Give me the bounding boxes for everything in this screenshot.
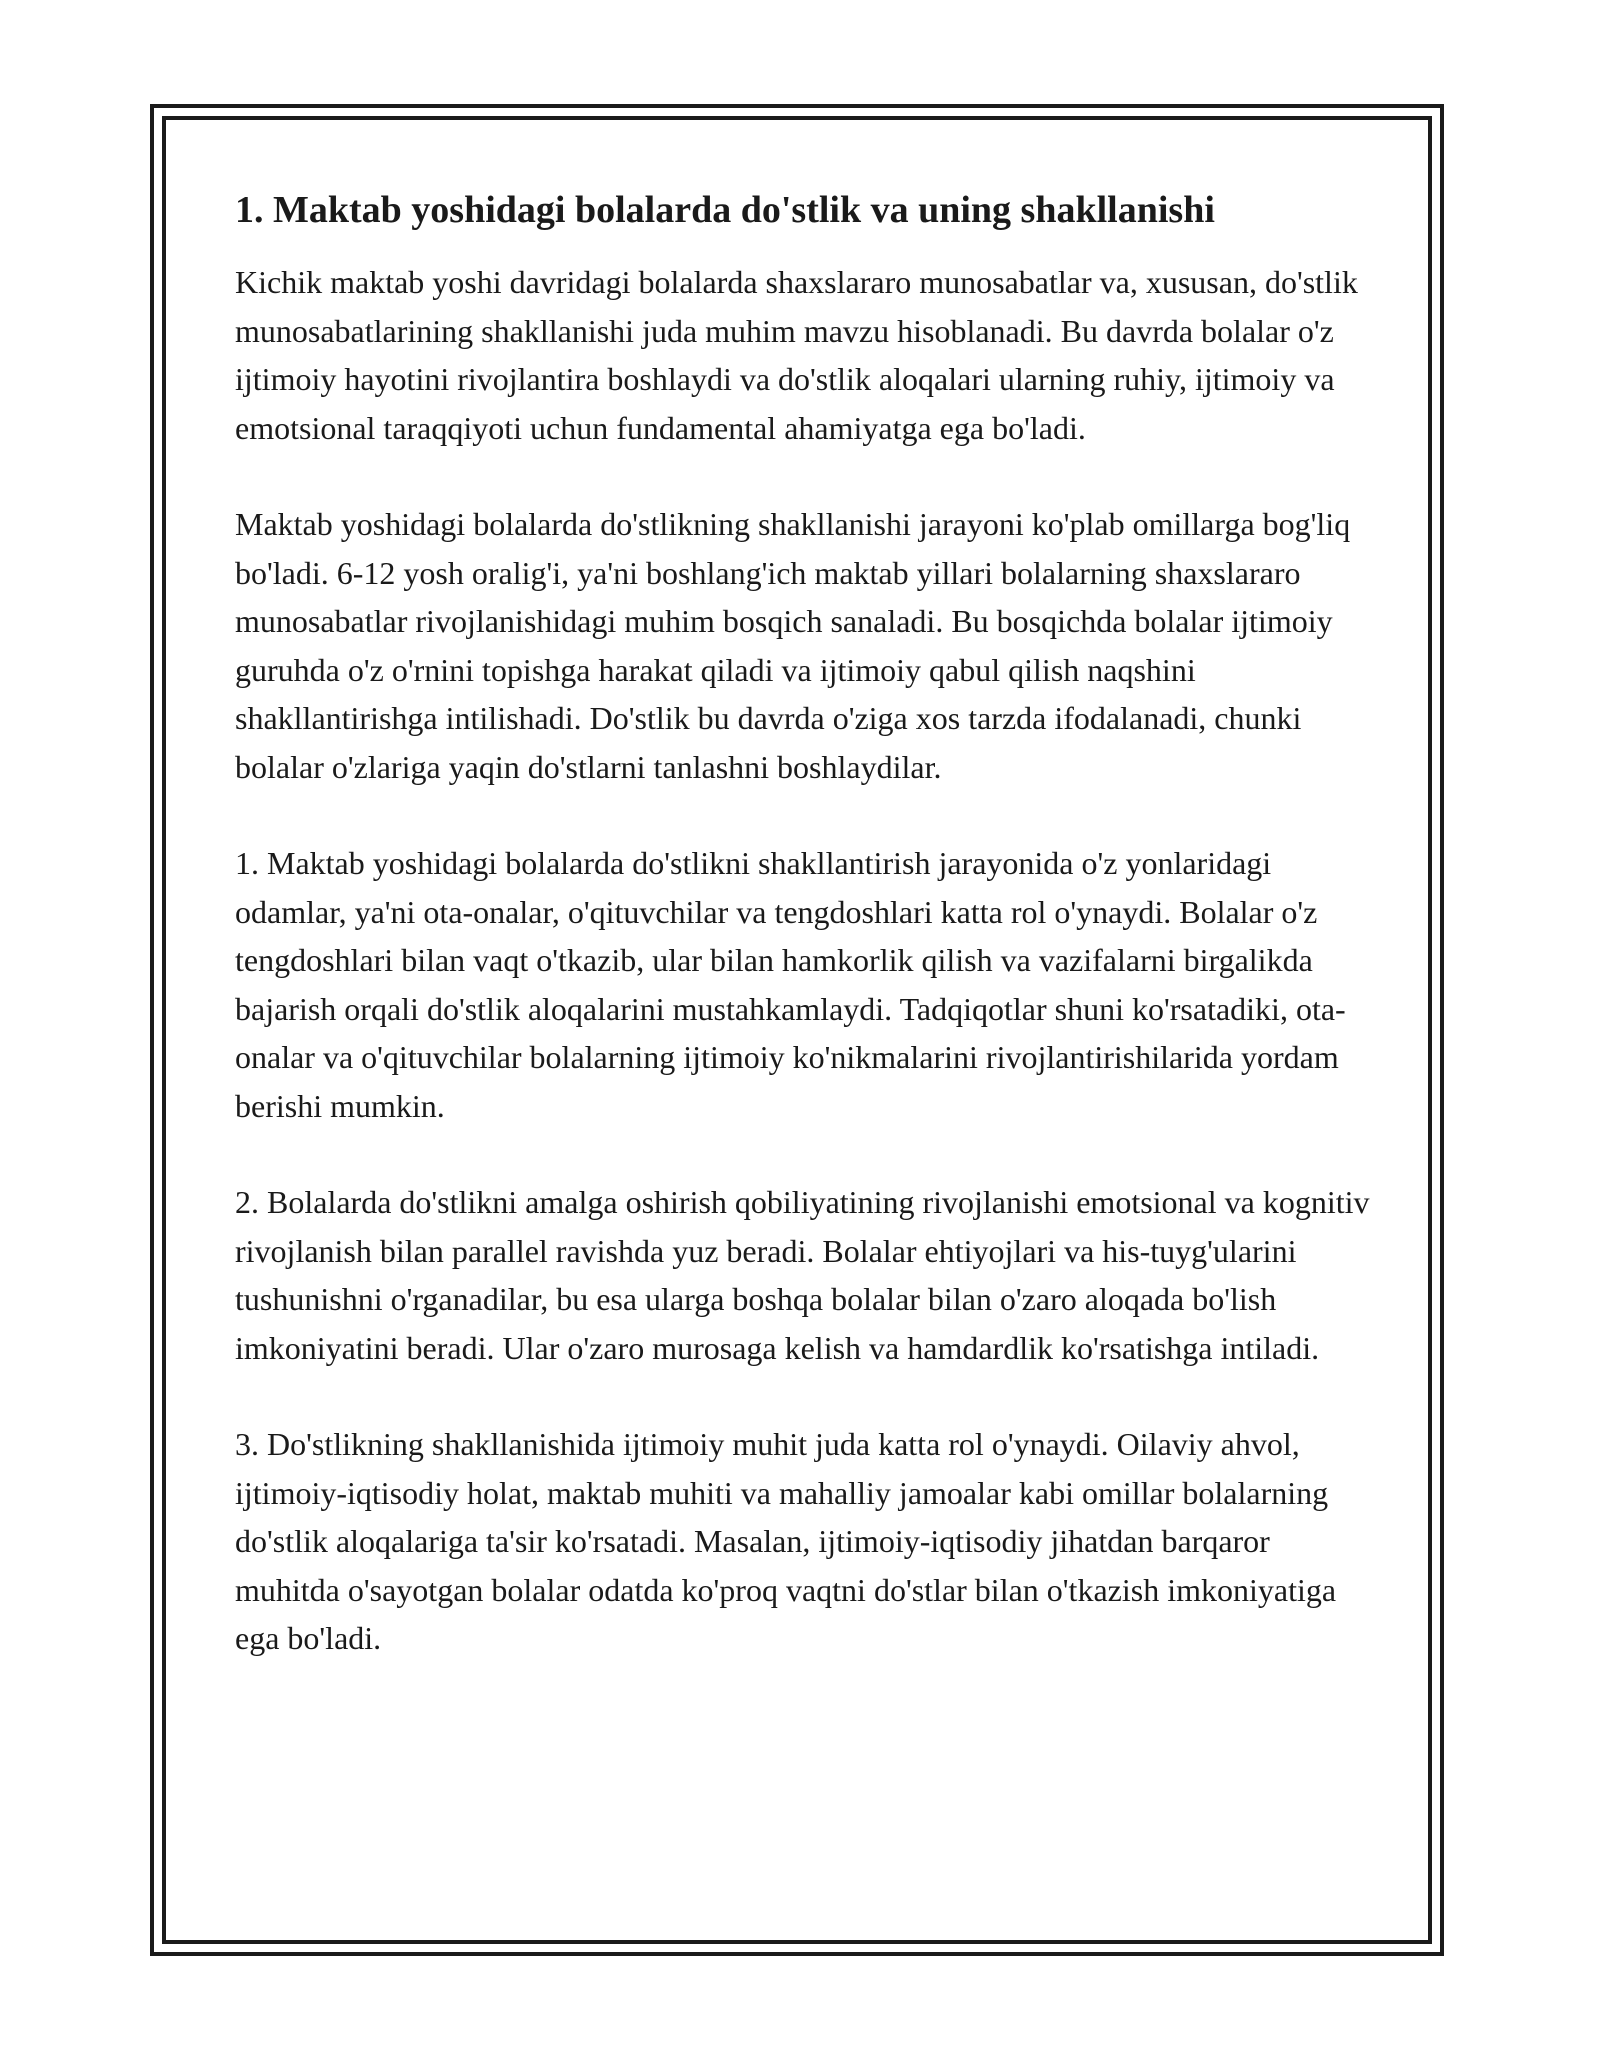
paragraph-formation: Maktab yoshidagi bolalarda do'stlikning shakllanishi jarayoni ko'plab omillarga bog'liq bo'ladi. 6-12 yosh oralig'i, ya'ni boshlang'ich maktab yillari bolalarning shaxslararo munosabatlar rivojlanishidagi muhim bosqich sanaladi. Bu bosqichda bolalar ijtimoiy guruhda o'z o'rnini topishga harakat qiladi va ijtimoiy qabul qilish naqshini shakllantirishga intilishadi. Do'stlik bu davrda o'ziga xos tarzda ifodalanadi, chunki bolalar o'zlariga yaqin do'stlarni tanlashni boshlaydilar. <box>235 506 1351 785</box>
paragraph-point-1: 1. Maktab yoshidagi bolalarda do'stlikni shakllantirish jarayonida o'z yonlaridagi odamlar, ya'ni ota-onalar, o'qituvchilar va tengdoshlari katta rol o'ynaydi. Bolalar o'z tengdoshlari bilan vaqt o'tkazib, ular bilan hamkorlik qilish va vazifalarni birgalikda bajarish orqali do'stlik aloqalarini mustahkamlaydi. Tadqiqotlar shuni ko'rsatadiki, ota-onalar va o'qituvchilar bolalarning ijtimoiy ko'nikmalarini rivojlantirishilarida yordam berishi mumkin. <box>235 845 1346 1124</box>
paragraph-intro: Kichik maktab yoshi davridagi bolalarda shaxslararo munosabatlar va, xususan, do'stlik munosabatlarining shakllanishi juda muhim mavzu hisoblanadi. Bu davrda bolalar o'z ijtimoiy hayotini rivojlantira boshlaydi va do'stlik aloqalari ularning ruhiy, ijtimoiy va emotsional taraqqiyoti uchun fundamental ahamiyatga ega bo'ladi. <box>235 264 1358 446</box>
document-body <box>235 186 1375 1663</box>
document-title: 1. Maktab yoshidagi bolalarda do'stlik va uning shakllanishi <box>235 189 1215 231</box>
paragraph-point-2: 2. Bolalarda do'stlikni amalga oshirish qobiliyatining rivojlanishi emotsional va kognitiv rivojlanish bilan parallel ravishda yuz beradi. Bolalar ehtiyojlari va his-tuyg'ularini tushunishni o'rganadilar, bu esa ularga boshqa bolalar bilan o'zaro aloqada bo'lish imkoniyatini beradi. Ular o'zaro murosaga kelish va hamdardlik ko'rsatishga intiladi. <box>235 1184 1370 1366</box>
paragraph-point-3: 3. Do'stlikning shakllanishida ijtimoiy muhit juda katta rol o'ynaydi. Oilaviy ahvol, ijtimoiy-iqtisodiy holat, maktab muhiti va mahalliy jamoalar kabi omillar bolalarning do'stlik aloqalariga ta'sir ko'rsatadi. Masalan, ijtimoiy-iqtisodiy jihatdan barqaror muhitda o'sayotgan bolalar odatda ko'proq vaqtni do'stlar bilan o'tkazish imkoniyatiga ega bo'ladi. <box>235 1426 1337 1656</box>
